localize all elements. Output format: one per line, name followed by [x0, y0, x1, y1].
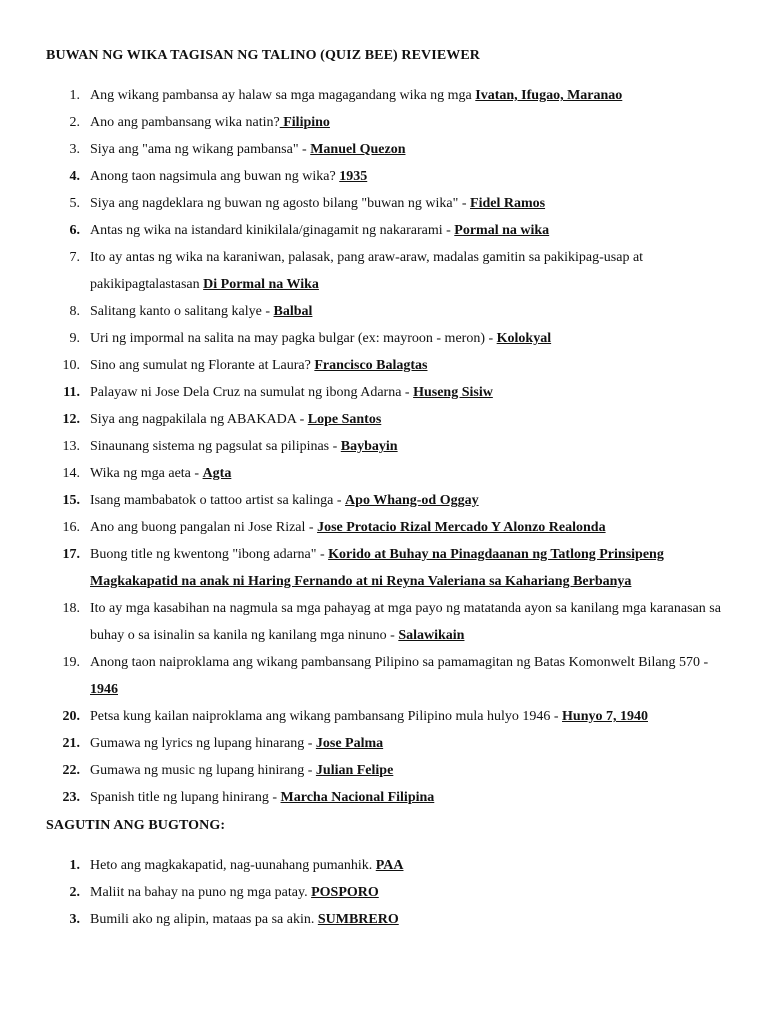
- item-number: 3.: [69, 142, 80, 157]
- item-number: 8.: [69, 304, 80, 319]
- list-item: [0, 109, 768, 136]
- question-text: Buong title ng kwentong "ibong adarna" -: [90, 547, 329, 562]
- list-item: [0, 460, 768, 487]
- question-text: Siya ang nagdeklara ng buwan ng agosto bilang "buwan ng wika" -: [90, 196, 471, 211]
- item-number: 22.: [62, 763, 80, 778]
- item-number: 11.: [63, 385, 80, 400]
- list-item: [0, 406, 768, 433]
- riddles-heading: SAGUTIN ANG BUGTONG:: [46, 818, 226, 833]
- question-text: Antas ng wika na istandard kinikilala/ginagamit ng nakararami -: [90, 223, 455, 238]
- answer-text: Julian Felipe: [315, 763, 394, 778]
- list-item: [0, 649, 768, 703]
- question-text: Sino ang sumulat ng Florante at Laura?: [90, 358, 315, 373]
- item-number: 12.: [62, 412, 80, 427]
- list-item: [0, 514, 768, 541]
- answer-text: Korido at Buhay na Pinagdaanan ng Tatlong Prinsipeng Magkakapatid na anak ni Haring Fernando at ni Reyna Valeriana sa Kahariang Berbanya: [90, 547, 664, 589]
- answer-text: Filipino: [279, 115, 330, 130]
- answer-text: Francisco Balagtas: [314, 358, 428, 373]
- question-list: [0, 82, 768, 811]
- answer-text: Kolokyal: [496, 331, 552, 346]
- question-text: Ito ay antas ng wika na karaniwan, palasak, pang araw-araw, madalas gamitin sa pakikipag-usap at pakikipagtalastasan: [90, 250, 644, 292]
- item-number: 4.: [69, 169, 80, 184]
- answer-text: Lope Santos: [307, 412, 382, 427]
- list-item: [0, 757, 768, 784]
- answer-text: Balbal: [273, 304, 313, 319]
- list-item: [0, 325, 768, 352]
- answer-text: SUMBRERO: [317, 912, 399, 927]
- answer-text: Hunyo 7, 1940: [562, 709, 648, 724]
- question-text: Gumawa ng lyrics ng lupang hinarang -: [90, 736, 316, 751]
- question-text: Anong taon nagsimula ang buwan ng wika?: [90, 169, 340, 184]
- answer-text: POSPORO: [311, 885, 379, 900]
- item-number: 3.: [69, 912, 80, 927]
- item-number: 2.: [69, 115, 80, 130]
- answer-text: Manuel Quezon: [310, 142, 406, 157]
- item-number: 18.: [62, 601, 80, 616]
- question-text: Siya ang "ama ng wikang pambansa" -: [90, 142, 311, 157]
- answer-text: Pormal na wika: [454, 223, 550, 238]
- list-item: [0, 487, 768, 514]
- item-number: 13.: [62, 439, 80, 454]
- list-item: [0, 595, 768, 649]
- question-text: Salitang kanto o salitang kalye -: [90, 304, 274, 319]
- page-title: BUWAN NG WIKA TAGISAN NG TALINO (QUIZ BEE) REVIEWER: [46, 48, 480, 63]
- list-item: [0, 703, 768, 730]
- item-number: 2.: [69, 885, 80, 900]
- item-number: 14.: [62, 466, 80, 481]
- list-item: [0, 541, 768, 595]
- item-number: 10.: [62, 358, 80, 373]
- question-text: Wika ng mga aeta -: [90, 466, 203, 481]
- answer-text: 1935: [339, 169, 368, 184]
- item-number: 21.: [62, 736, 80, 751]
- answer-text: PAA: [375, 858, 404, 873]
- answer-text: Jose Palma: [315, 736, 384, 751]
- question-text: Anong taon naiproklama ang wikang pambansang Pilipino sa pamamagitan ng Batas Komonwelt Bilang 570 -: [90, 655, 709, 670]
- question-text: Sinaunang sistema ng pagsulat sa pilipinas -: [90, 439, 341, 454]
- riddle-list: [0, 852, 768, 933]
- list-item: [0, 82, 768, 109]
- list-item: [0, 784, 768, 811]
- list-item: [0, 730, 768, 757]
- riddle-text: Maliit na bahay na puno ng mga patay.: [90, 885, 312, 900]
- answer-text: Ivatan, Ifugao, Maranao: [475, 88, 623, 103]
- item-number: 19.: [62, 655, 80, 670]
- answer-text: Di Pormal na Wika: [203, 277, 319, 292]
- item-number: 16.: [62, 520, 80, 535]
- list-item: [0, 190, 768, 217]
- question-text: Ito ay mga kasabihan na nagmula sa mga pahayag at mga payo ng matatanda ayon sa kanilang mga karanasan sa buhay o sa isinalin sa kanila ng kanilang mga ninuno -: [90, 601, 721, 643]
- question-text: Ang wikang pambansa ay halaw sa mga magagandang wika ng mga: [90, 88, 476, 103]
- item-number: 23.: [62, 790, 80, 805]
- list-item: [0, 433, 768, 460]
- list-item: [0, 217, 768, 244]
- item-number: 1.: [69, 88, 80, 103]
- answer-text: Baybayin: [340, 439, 398, 454]
- answer-text: Huseng Sisiw: [413, 385, 493, 400]
- question-text: Uri ng impormal na salita na may pagka bulgar (ex: mayroon - meron) -: [90, 331, 497, 346]
- item-number: 20.: [62, 709, 80, 724]
- list-item: [0, 163, 768, 190]
- riddle-text: Heto ang magkakapatid, nag-uunahang pumanhik.: [90, 858, 376, 873]
- question-text: Isang mambabatok o tattoo artist sa kalinga -: [90, 493, 346, 508]
- question-text: Ano ang buong pangalan ni Jose Rizal -: [90, 520, 318, 535]
- list-item: [0, 879, 768, 906]
- answer-text: Jose Protacio Rizal Mercado Y Alonzo Realonda: [317, 520, 606, 535]
- answer-text: Salawikain: [398, 628, 465, 643]
- item-number: 1.: [69, 858, 80, 873]
- riddle-text: Bumili ako ng alipin, mataas pa sa akin.: [90, 912, 318, 927]
- item-number: 7.: [69, 250, 80, 265]
- question-text: Palayaw ni Jose Dela Cruz na sumulat ng ibong Adarna -: [90, 385, 414, 400]
- list-item: [0, 906, 768, 933]
- list-item: [0, 352, 768, 379]
- list-item: [0, 298, 768, 325]
- answer-text: Agta: [202, 466, 232, 481]
- list-item: [0, 136, 768, 163]
- list-item: [0, 244, 768, 298]
- item-number: 17.: [62, 547, 80, 562]
- question-text: Gumawa ng music ng lupang hinirang -: [90, 763, 316, 778]
- answer-text: Fidel Ramos: [470, 196, 546, 211]
- answer-text: Apo Whang-od Oggay: [345, 493, 479, 508]
- list-item: [0, 379, 768, 406]
- answer-text: Marcha Nacional Filipina: [280, 790, 435, 805]
- question-text: Siya ang nagpakilala ng ABAKADA -: [90, 412, 308, 427]
- item-number: 15.: [62, 493, 80, 508]
- item-number: 5.: [69, 196, 80, 211]
- question-text: Ano ang pambansang wika natin?: [90, 115, 280, 130]
- item-number: 9.: [69, 331, 80, 346]
- question-text: Spanish title ng lupang hinirang -: [90, 790, 281, 805]
- question-text: Petsa kung kailan naiproklama ang wikang pambansang Pilipino mula hulyo 1946 -: [90, 709, 563, 724]
- answer-text: 1946: [90, 682, 118, 697]
- list-item: [0, 852, 768, 879]
- item-number: 6.: [69, 223, 80, 238]
